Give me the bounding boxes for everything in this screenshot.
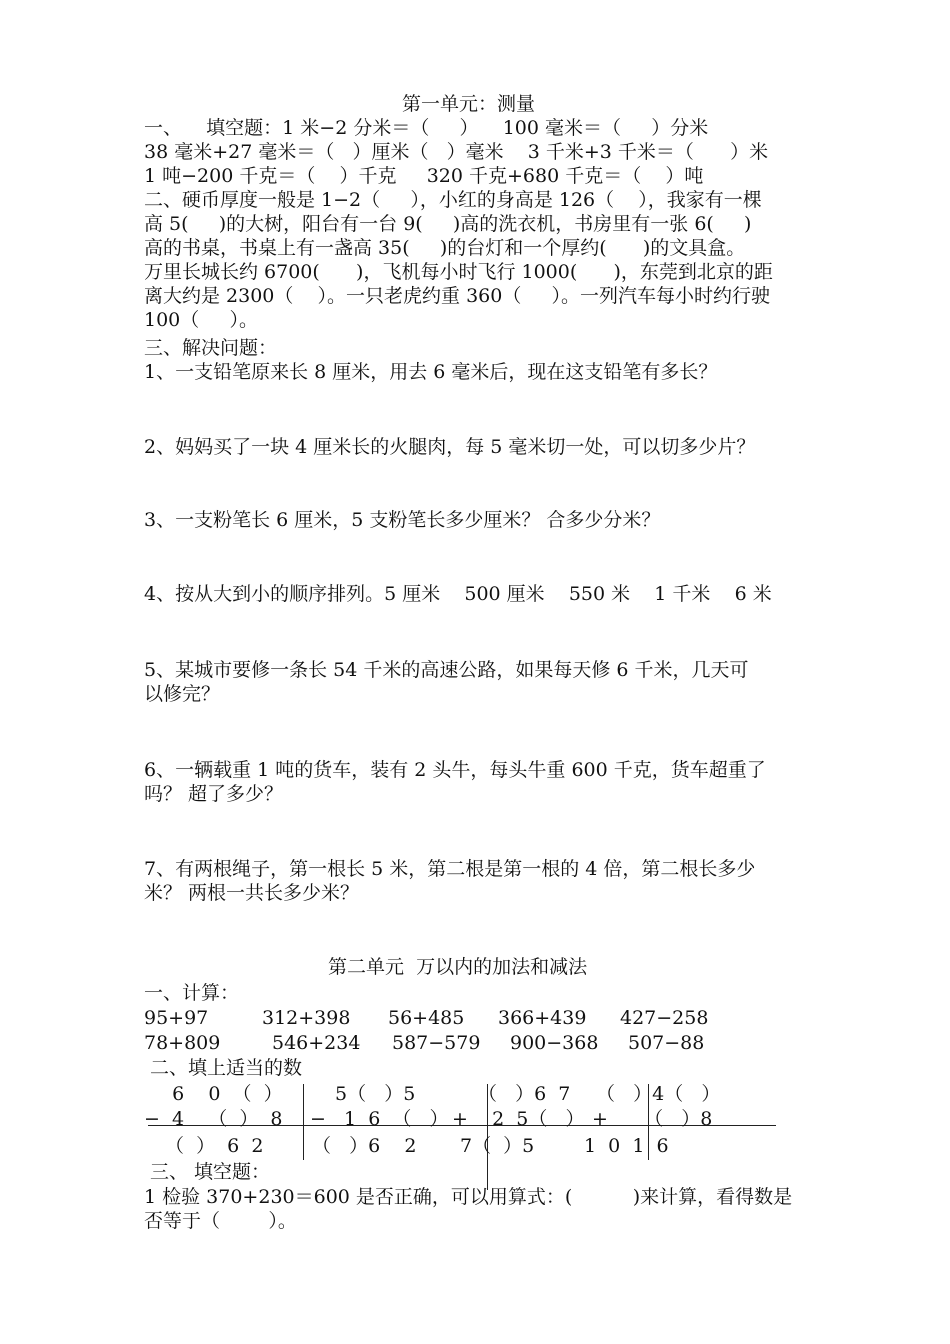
calc-item: 78+809 bbox=[144, 1032, 221, 1054]
problem-5-line-1: 5、某城市要修一条长 54 千米的高速公路，如果每天修 6 千米，几天可 bbox=[144, 659, 749, 681]
calc-item: 56+485 bbox=[388, 1007, 465, 1029]
problem-5-line-2: 以修完？ bbox=[144, 683, 221, 705]
unit1-problems-heading: 三、解决问题： bbox=[144, 337, 278, 359]
puzzle-2-result: （ ）6 2 bbox=[312, 1135, 417, 1157]
unit1-fill-line-3: 1 吨−200 千克＝（ ）千克 320 千克+680 千克＝（ ）吨 bbox=[144, 165, 704, 187]
problem-7-line-1: 7、有两根绳子，第一根长 5 米，第二根是第一根的 4 倍，第二根长多少 bbox=[144, 858, 756, 880]
calc-item: 95+97 bbox=[144, 1007, 209, 1029]
unit1-title: 第一单元：测量 bbox=[402, 93, 536, 115]
puzzle-3-mid: + 2 5（ ） bbox=[452, 1108, 585, 1130]
blank-line-1: 1 检验 370+230＝600 是否正确，可以用算式：( )来计算，看得数是 bbox=[144, 1186, 793, 1208]
problem-4: 4、按从大到小的顺序排列。5 厘米 500 厘米 550 米 1 千米 6 米 bbox=[144, 583, 772, 605]
unit1-units-line-1: 二、硬币厚度一般是 1−2（ ），小红的身高是 126（ ），我家有一棵 bbox=[144, 189, 762, 211]
calc-item: 507−88 bbox=[628, 1032, 705, 1054]
puzzle-3-top: （ ）6 7 bbox=[478, 1083, 571, 1105]
calc-item: 546+234 bbox=[272, 1032, 361, 1054]
problem-1: 1、一支铅笔原来长 8 厘米，用去 6 毫米后，现在这支铅笔有多长？ bbox=[144, 361, 718, 383]
calc-heading: 一、计算： bbox=[144, 982, 240, 1004]
unit1-fill-line-2: 38 毫米+27 毫米＝（ ）厘米（ ）毫米 3 千米+3 千米＝（ ）米 bbox=[144, 141, 769, 163]
puzzle-3-result: 7（ ）5 bbox=[460, 1135, 535, 1157]
problem-6-line-2: 吗？ 超了多少？ bbox=[144, 783, 284, 805]
calc-item: 427−258 bbox=[620, 1007, 709, 1029]
puzzle-4-mid: + （ ）8 bbox=[592, 1108, 713, 1130]
unit1-units-line-2: 高 5( )的大树，阳台有一台 9( )高的洗衣机，书房里有一张 6( ) bbox=[144, 213, 752, 235]
puzzle-2-top: 5（ ）5 bbox=[335, 1083, 416, 1105]
puzzle-1-result: （ ） 6 2 bbox=[165, 1135, 264, 1157]
unit1-units-line-3: 高的书桌，书桌上有一盏高 35( )的台灯和一个厚约( )的文具盒。 bbox=[144, 237, 746, 259]
puzzle-1-mid: − 4 （ ） 8 bbox=[144, 1108, 283, 1130]
unit1-units-line-6: 100（ ）。 bbox=[144, 309, 258, 331]
problem-6-line-1: 6、一辆载重 1 吨的货车，装有 2 头牛，每头牛重 600 千克，货车超重了 bbox=[144, 759, 766, 781]
puzzle-1-top: 6 0 （ ） bbox=[160, 1083, 283, 1105]
unit1-units-line-4: 万里长城长约 6700( )，飞机每小时飞行 1000( )，东莞到北京的距 bbox=[144, 261, 773, 283]
problem-7-line-2: 米？ 两根一共长多少米？ bbox=[144, 882, 360, 904]
puzzle-4-top: （ ）4（ ） bbox=[596, 1083, 721, 1105]
blank-line-2: 否等于（ ）。 bbox=[144, 1210, 297, 1232]
problem-2: 2、妈妈买了一块 4 厘米长的火腿肉，每 5 毫米切一处，可以切多少片？ bbox=[144, 436, 756, 458]
unit1-fill-line-1: 一、 填空题：1 米−2 分米＝（ ） 100 毫米＝（ ）分米 bbox=[144, 117, 709, 139]
unit1-units-line-5: 离大约是 2300（ ）。一只老虎约重 360（ ）。一列汽车每小时约行驶 bbox=[144, 285, 771, 307]
calc-item: 587−579 bbox=[392, 1032, 481, 1054]
blank-heading: 三、 填空题： bbox=[150, 1161, 271, 1183]
calc-item: 312+398 bbox=[262, 1007, 351, 1029]
puzzle-2-mid: − 1 6 （ ） bbox=[310, 1108, 449, 1130]
calc-item: 366+439 bbox=[498, 1007, 587, 1029]
problem-3: 3、一支粉笔长 6 厘米，5 支粉笔长多少厘米？ 合多少分米？ bbox=[144, 509, 661, 531]
unit2-title: 第二单元 万以内的加法和减法 bbox=[328, 956, 588, 978]
fill-numbers-heading: 二、填上适当的数 bbox=[150, 1057, 303, 1079]
puzzle-divider bbox=[303, 1084, 304, 1160]
puzzle-4-result: 1 0 1 6 bbox=[584, 1135, 669, 1157]
calc-item: 900−368 bbox=[510, 1032, 599, 1054]
